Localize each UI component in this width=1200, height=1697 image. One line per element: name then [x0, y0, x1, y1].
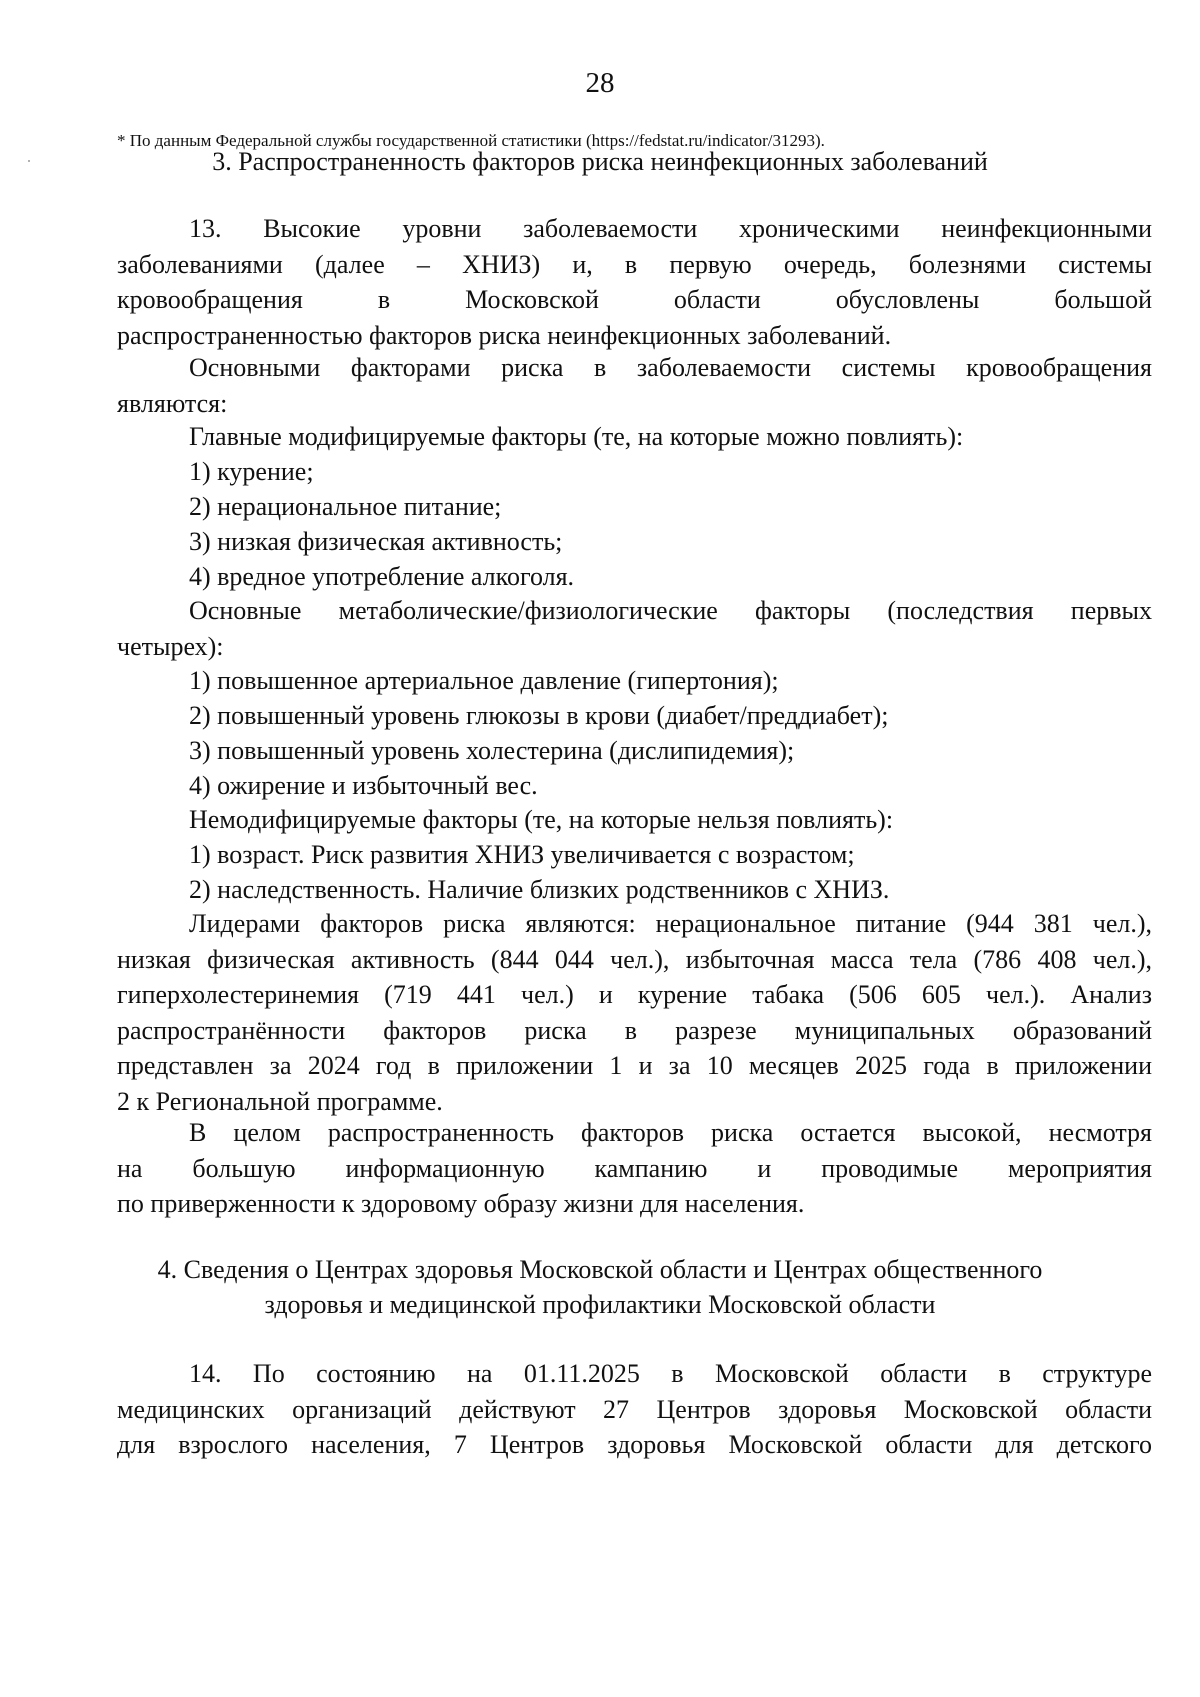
paragraph-line: кровообращения в Московской области обусловлены большой — [117, 285, 1152, 314]
paragraph-line: на большую информационную кампанию и проводимые мероприятия — [117, 1153, 1152, 1183]
paragraph-13 — [117, 211, 1152, 353]
list-item: 1) возраст. Риск развития ХНИЗ увеличивается с возрастом; — [189, 840, 855, 869]
paragraph-risk-leaders — [117, 906, 1152, 1119]
list-item: 1) курение; — [189, 457, 314, 486]
paragraph-line: представлен за 2024 год в приложении 1 и за 10 месяцев 2025 года в приложении — [117, 1051, 1152, 1080]
section-4-heading-line: 4. Сведения о Центрах здоровья Московской области и Центрах общественного — [157, 1255, 1043, 1284]
paragraph-line: В целом распространенность факторов риска остается высокой, несмотря — [189, 1118, 1152, 1147]
nonmodifiable-factors-heading: Немодифицируемые факторы (те, на которые нельзя повлиять): — [189, 805, 894, 834]
list-item: 1) повышенное артериальное давление (гипертония); — [189, 666, 779, 695]
paragraph-line: 2 к Региональной программе. — [117, 1086, 443, 1116]
list-item: 2) наследственность. Наличие близких родственников с ХНИЗ. — [189, 875, 890, 904]
paragraph-14 — [117, 1356, 1152, 1463]
paragraph-main-factors — [117, 350, 1152, 421]
paragraph-overall — [117, 1115, 1152, 1222]
list-item: 2) нерациональное питание; — [189, 492, 502, 521]
list-item: 4) вредное употребление алкоголя. — [189, 562, 575, 591]
list-item: 3) низкая физическая активность; — [189, 527, 563, 556]
paragraph-line: 14. По состоянию на 01.11.2025 в Московской области в структуре — [189, 1359, 1152, 1388]
paragraph-metabolic-factors — [117, 593, 1152, 664]
section-3-heading: 3. Распространенность факторов риска неинфекционных заболеваний — [212, 147, 988, 176]
section-4-heading-line: здоровья и медицинской профилактики Московской области — [264, 1290, 936, 1319]
paragraph-line: заболеваниями (далее – ХНИЗ) и, в первую очередь, болезнями системы — [117, 249, 1152, 279]
paragraph-line: распространенностью факторов риска неинфекционных заболеваний. — [117, 320, 892, 350]
paragraph-line: Основными факторами риска в заболеваемости системы кровообращения — [189, 353, 1152, 382]
page-number: 28 — [585, 67, 615, 99]
paragraph-line: Основные метаболические/физиологические факторы (последствия первых — [189, 596, 1152, 625]
paragraph-line: гиперхолестеринемия (719 441 чел.) и курение табака (506 605 чел.). Анализ — [117, 980, 1152, 1009]
paragraph-line: для взрослого населения, 7 Центров здоровья Московской области для детского — [117, 1430, 1152, 1459]
list-item: 2) повышенный уровень глюкозы в крови (диабет/преддиабет); — [189, 701, 889, 730]
paragraph-line: Лидерами факторов риска являются: нерациональное питание (944 381 чел.), — [189, 909, 1152, 938]
paragraph-line: распространённости факторов риска в разрезе муниципальных образований — [117, 1015, 1152, 1045]
paragraph-line: медицинских организаций действуют 27 Центров здоровья Московской области — [117, 1394, 1152, 1424]
paragraph-line: являются: — [117, 388, 228, 418]
paragraph-line: 13. Высокие уровни заболеваемости хроническими неинфекционными — [189, 214, 1152, 243]
paragraph-line: низкая физическая активность (844 044 чел.), избыточная масса тела (786 408 чел.), — [117, 944, 1152, 974]
list-item: 4) ожирение и избыточный вес. — [189, 771, 538, 800]
list-item: 3) повышенный уровень холестерина (дислипидемия); — [189, 736, 795, 765]
paragraph-line: четырех): — [117, 631, 224, 661]
modifiable-factors-heading: Главные модифицируемые факторы (те, на которые можно повлиять): — [189, 422, 964, 451]
paragraph-line: по приверженности к здоровому образу жизни для населения. — [117, 1189, 805, 1218]
footnote: * По данным Федеральной службы государственной статистики (https://fedstat.ru/indicator/31293). — [117, 131, 825, 150]
